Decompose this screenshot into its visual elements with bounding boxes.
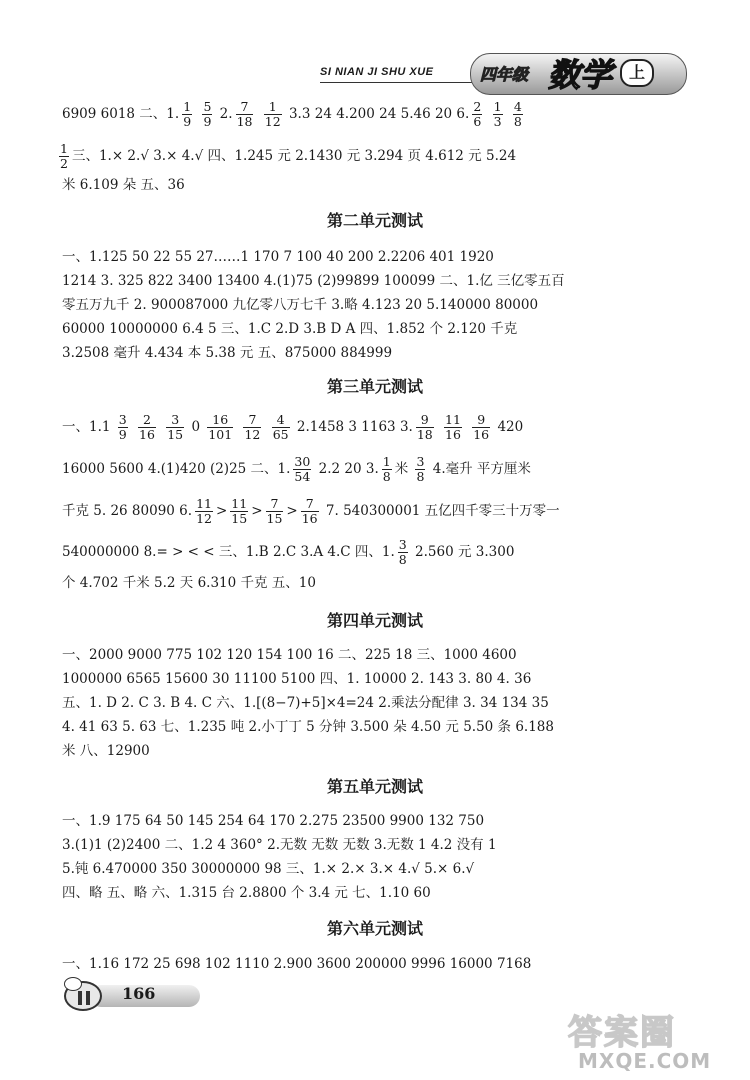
fraction: $\frac{1}{12}$ xyxy=(264,99,281,129)
text-run: 2.560 元 3.300 xyxy=(410,544,515,560)
answer-line: 一、1.9 175 64 50 145 254 64 170 2.275 23500 9900 132 750 xyxy=(62,813,485,829)
text-run: 4.毫升 平方厘米 xyxy=(428,461,531,477)
bee-stripe xyxy=(86,991,90,1005)
answer-line xyxy=(62,100,526,129)
fraction: $\frac{3}{15}$ xyxy=(167,412,184,442)
fraction: $\frac{7}{15}$ xyxy=(266,496,283,526)
page-number: 166 xyxy=(122,984,156,1003)
header-pinyin: SI NIAN JI SHU XUE xyxy=(320,66,434,78)
answer-line xyxy=(62,455,531,484)
answer-line: 60000 10000000 6.4 5 三、1.C 2.D 3.B D A 四、1.852 个 2.120 千克 xyxy=(62,321,518,337)
text-run: 420 xyxy=(497,419,524,435)
answer-line: 零五万九千 2. 900087000 九亿零八万七千 3.略 4.123 20 5.140000 80000 xyxy=(62,297,539,313)
header-grade: 四年级 xyxy=(480,65,529,84)
answer-line: 1214 3. 325 822 3400 13400 4.(1)75 (2)99899 100099 二、1.亿 三亿零五百 xyxy=(62,273,565,289)
text-run: 2.1458 3 1163 3. xyxy=(292,419,413,435)
fraction: $\frac{3}{8}$ xyxy=(416,454,425,484)
fraction: $\frac{11}{12}$ xyxy=(196,496,212,526)
watermark-url: MXQE.COM xyxy=(578,1049,712,1073)
bee-wing xyxy=(64,977,82,991)
fraction: $\frac{2}{6}$ xyxy=(473,99,482,129)
fraction: $\frac{3}{9}$ xyxy=(118,412,127,442)
fraction: $\frac{16}{101}$ xyxy=(208,412,233,442)
fraction: $\frac{1}{8}$ xyxy=(382,454,391,484)
answer-line xyxy=(62,497,560,526)
section-title: 第六单元测试 xyxy=(326,919,423,938)
header-volume: 上 xyxy=(620,59,654,87)
text-run: > xyxy=(286,503,298,519)
page-header xyxy=(320,50,690,95)
text-run: 米 xyxy=(394,461,413,477)
fraction: $\frac{7}{18}$ xyxy=(236,99,253,129)
fraction: $\frac{4}{65}$ xyxy=(272,412,289,442)
fraction: $\frac{7}{16}$ xyxy=(301,496,318,526)
answer-line: 四、略 五、略 六、1.315 台 2.8800 个 3.4 元 七、1.10 60 xyxy=(62,885,431,901)
bee-stripe xyxy=(78,991,82,1005)
answer-line: 一、1.16 172 25 698 102 1110 2.900 3600 200000 9996 16000 7168 xyxy=(62,956,532,972)
text-run: > xyxy=(251,503,263,519)
answer-line xyxy=(62,413,523,442)
answer-line xyxy=(62,142,516,171)
text-run: 一、1.1 xyxy=(62,419,111,435)
answer-line: 1000000 6565 15600 30 11100 5100 四、1. 10000 2. 143 3. 80 4. 36 xyxy=(62,671,532,687)
answer-line: 一、2000 9000 775 102 120 154 100 16 二、225 18 三、1000 4600 xyxy=(62,647,517,663)
fraction: $\frac{7}{12}$ xyxy=(244,412,261,442)
answer-line: 3.2508 毫升 4.434 本 5.38 元 五、875000 884999 xyxy=(62,345,393,361)
fraction: $\frac{1}{3}$ xyxy=(493,99,502,129)
fraction: $\frac{4}{8}$ xyxy=(513,99,522,129)
text-run: 2.2 20 3. xyxy=(314,461,379,477)
fraction: $\frac{5}{9}$ xyxy=(203,99,212,129)
answer-line: 五、1. D 2. C 3. B 4. C 六、1.[(8−7)+5]×4=24 2.乘法分配律 3. 34 134 35 xyxy=(62,695,549,711)
text-run: 三、1.× 2.√ 3.× 4.√ 四、1.245 元 2.1430 元 3.294 页 4.612 元 5.24 xyxy=(71,148,517,164)
answer-line: 4. 41 63 5. 63 七、1.235 吨 2.小丁丁 5 分钟 3.500 朵 4.50 元 5.50 条 6.188 xyxy=(62,719,554,735)
fraction: $\frac{9}{16}$ xyxy=(473,412,490,442)
fraction: $\frac{3}{8}$ xyxy=(398,537,407,567)
fraction: $\frac{11}{15}$ xyxy=(231,496,248,526)
watermark xyxy=(560,1005,740,1075)
text-run: 7. 540300001 五亿四千零三十万零一 xyxy=(321,503,560,519)
text-run: 2. xyxy=(215,106,233,122)
answer-line xyxy=(62,538,514,567)
text-run: 0 xyxy=(191,419,201,435)
fraction: $\frac{1}{2}$ xyxy=(60,141,68,171)
page-number-badge xyxy=(60,975,200,1011)
fraction: $\frac{9}{18}$ xyxy=(416,412,433,442)
text-run: 3.3 24 4.200 24 5.46 20 6. xyxy=(284,106,470,122)
text-run: 540000000 8.= > < < 三、1.B 2.C 3.A 4.C 四、1. xyxy=(62,544,395,560)
text-run: > xyxy=(215,503,228,519)
section-title: 第三单元测试 xyxy=(326,377,423,396)
section-title: 第四单元测试 xyxy=(326,611,423,630)
header-subject: 数学 xyxy=(548,56,613,94)
header-rule xyxy=(320,82,480,83)
bee-icon xyxy=(64,981,102,1011)
fraction: $\frac{2}{16}$ xyxy=(139,412,155,442)
fraction: $\frac{30}{54}$ xyxy=(294,454,311,484)
watermark-logo: 答案圈 xyxy=(568,1013,676,1053)
section-title: 第二单元测试 xyxy=(326,211,423,230)
text-run: 千克 5. 26 80090 6. xyxy=(62,503,193,519)
fraction: $\frac{11}{16}$ xyxy=(445,412,461,442)
answer-line: 3.(1)1 (2)2400 二、1.2 4 360° 2.无数 无数 无数 3.无数 1 4.2 没有 1 xyxy=(62,837,497,853)
answer-line: 米 6.109 朵 五、36 xyxy=(62,177,185,193)
text-run: 6909 6018 二、1. xyxy=(62,106,180,122)
answer-line: 个 4.702 千米 5.2 天 6.310 千克 五、10 xyxy=(62,575,316,591)
section-title: 第五单元测试 xyxy=(326,777,423,796)
answer-line: 一、1.125 50 22 55 27……1 170 7 100 40 200 2.2206 401 1920 xyxy=(62,249,494,265)
answer-line: 5.钝 6.470000 350 30000000 98 三、1.× 2.× 3.× 4.√ 5.× 6.√ xyxy=(62,861,475,877)
text-run: 16000 5600 4.(1)420 (2)25 二、1. xyxy=(62,461,291,477)
answer-line: 米 八、12900 xyxy=(62,743,150,759)
fraction: $\frac{1}{9}$ xyxy=(183,99,192,129)
